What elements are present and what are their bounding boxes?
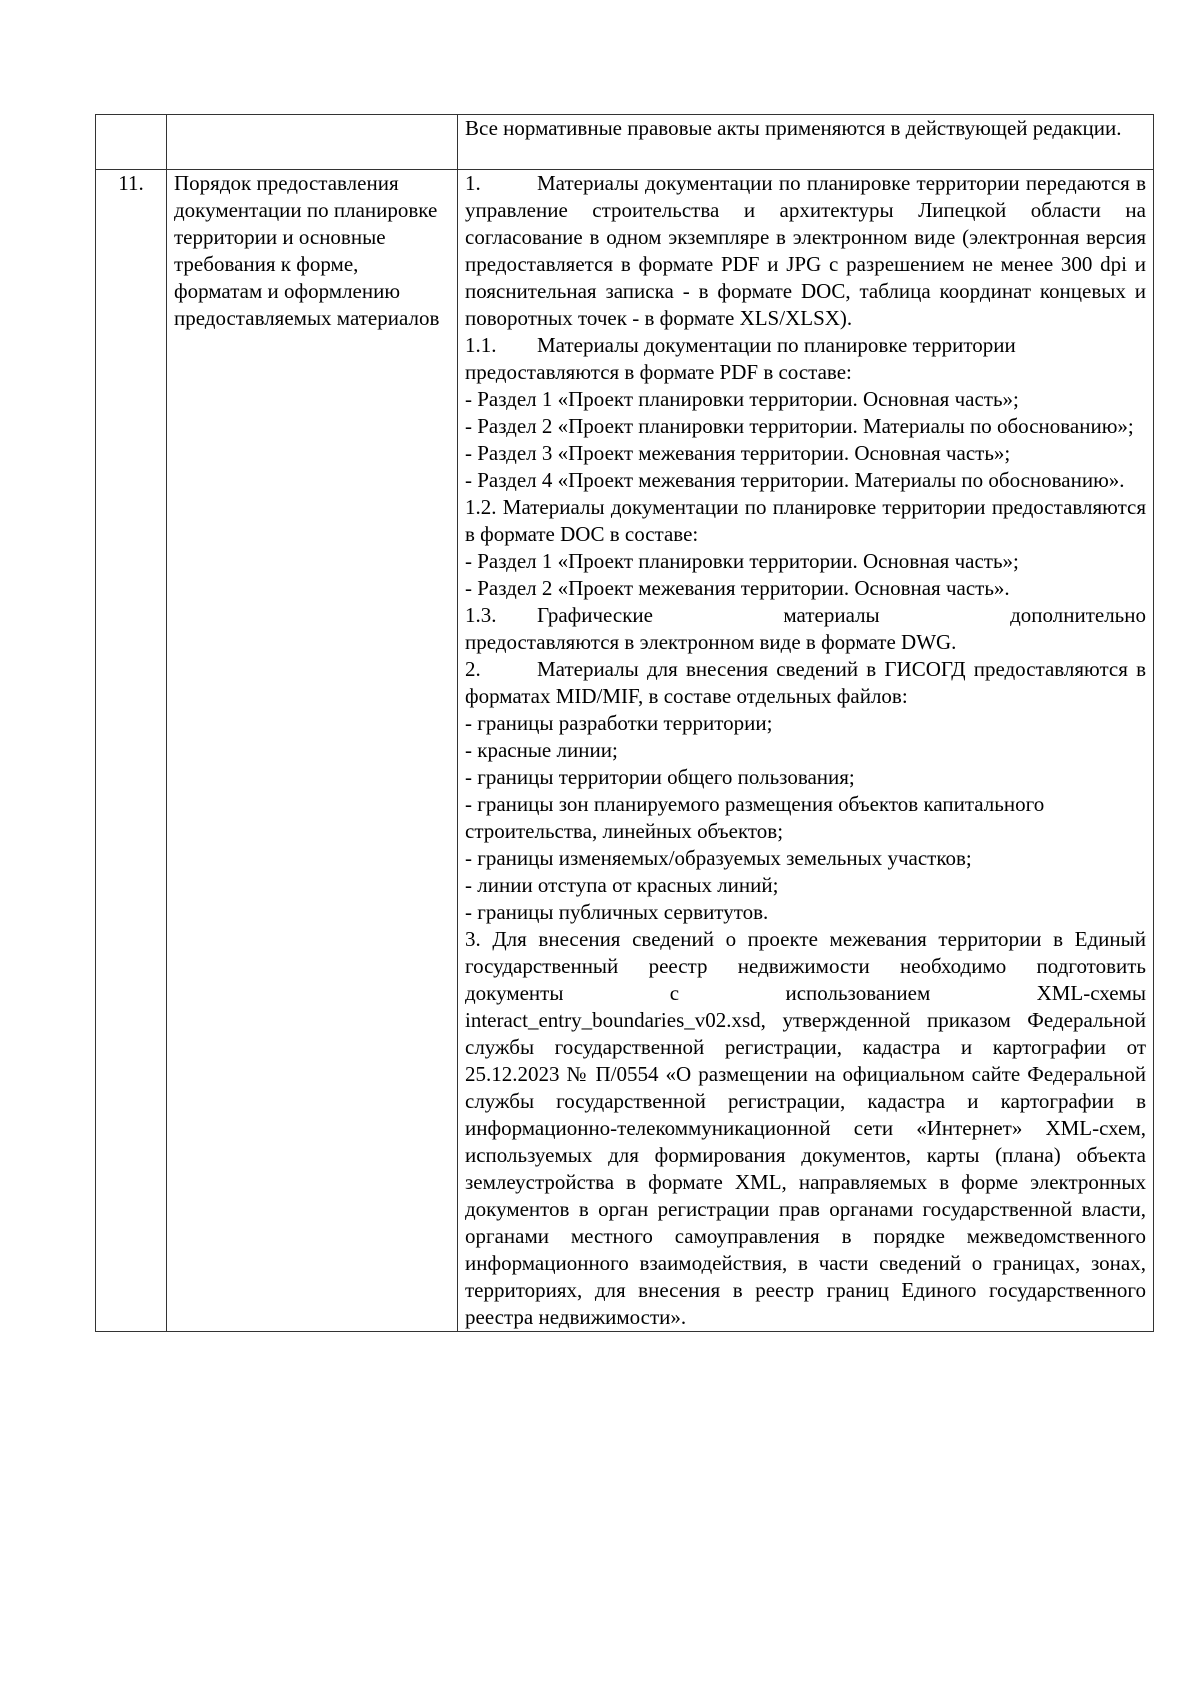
list-item: - Раздел 2 «Проект межевания территории. Основная часть». [465, 576, 1010, 600]
paragraph-3: 3. Для внесения сведений о проекте межевания территории в Единый государственный реестр недвижимости необходимо подготовить документы с использованием XML-схемы interact_entry_boundaries_v02.xsd, утвержденной приказом Федеральной службы государственной регистрации, кадастра и картографии от 25.12.2023 № П/0554 «О размещении на официальном сайте Федеральной службы государственной регистрации, кадастра и картографии в информационно-телекоммуникационной сети «Интернет» XML-схем, используемых для формирования документов, карты (плана) объекта землеустройства в формате XML, направляемых в форме электронных документов в орган регистрации прав органами государственной власти, органами местного самоуправления в порядке межведомственного информационного взаимодействия, в части сведений о границах, зонах, территориях, для внесения в реестр границ Единого государственного реестра недвижимости». [465, 927, 1146, 1329]
paragraph-1-2: 1.2. Материалы документации по планировке территории предоставляются в формате DOC в составе: [465, 495, 1146, 546]
paragraph: Все нормативные правовые акты применяются в действующей редакции. [465, 116, 1122, 140]
list-item: - границы изменяемых/образуемых земельных участков; [465, 846, 972, 870]
paragraph-1-3: предоставляются в электронном виде в формате DWG. [465, 630, 957, 654]
paragraph-1-1 [465, 332, 1146, 386]
paragraph-2 [465, 656, 1146, 710]
paragraph-text: Графические материалы дополнительно [537, 603, 1146, 627]
paragraph-text: Материалы документации по планировке территории [537, 333, 1016, 357]
row-content-cell [458, 115, 1154, 170]
row-content-cell [458, 170, 1154, 1332]
table-row [96, 170, 1154, 1332]
list-item: - Раздел 1 «Проект планировки территории. Основная часть»; [465, 549, 1019, 573]
paragraph-number: 2. [465, 657, 481, 681]
paragraph-1-3-line [465, 602, 1146, 629]
list-item: - линии отступа от красных линий; [465, 873, 779, 897]
paragraph-text: Материалы для внесения сведений в ГИСОГД предоставляются в форматах MID/MIF, в составе отдельных файлов: [465, 657, 1146, 708]
list-item: - границы публичных сервитутов. [465, 900, 769, 924]
table-row [96, 115, 1154, 170]
paragraph-number: 1. [465, 171, 481, 195]
row-name-cell: Порядок предоставления документации по планировке территории и основные требования к форме, форматам и оформлению предоставляемых материалов [167, 170, 458, 1332]
list-item: - границы разработки территории; [465, 711, 773, 735]
paragraph-text: Материалы документации по планировке территории передаются в управление строительства и архитектуры Липецкой области на согласование в одном экземпляре в электронном виде (электронная версия предоставляется в формате PDF и JPG с разрешением не менее 300 dpi и пояснительная записка - в формате DOC, таблица координат концевых и поворотных точек - в формате XLS/XLSX). [465, 171, 1146, 330]
list-item: - Раздел 3 «Проект межевания территории. Основная часть»; [465, 441, 1011, 465]
list-item: - красные линии; [465, 738, 618, 762]
list-item: - границы зон планируемого размещения объектов капитального строительства, линейных объектов; [465, 792, 1045, 843]
row-number-cell: 11. [96, 170, 167, 1332]
row-number-cell [96, 115, 167, 170]
list-item: - Раздел 1 «Проект планировки территории. Основная часть»; [465, 387, 1019, 411]
list-item: - Раздел 2 «Проект планировки территории. Материалы по обоснованию»; [465, 414, 1134, 438]
requirements-table [95, 114, 1154, 1332]
paragraph-text: предоставляются в формате PDF в составе: [465, 360, 852, 384]
list-item: - границы территории общего пользования; [465, 765, 855, 789]
row-name-cell [167, 115, 458, 170]
paragraph-number: 1.3. [465, 603, 497, 627]
list-item: - Раздел 4 «Проект межевания территории. Материалы по обоснованию». [465, 468, 1125, 492]
paragraph-1 [465, 170, 1146, 332]
paragraph-number: 1.1. [465, 333, 497, 357]
